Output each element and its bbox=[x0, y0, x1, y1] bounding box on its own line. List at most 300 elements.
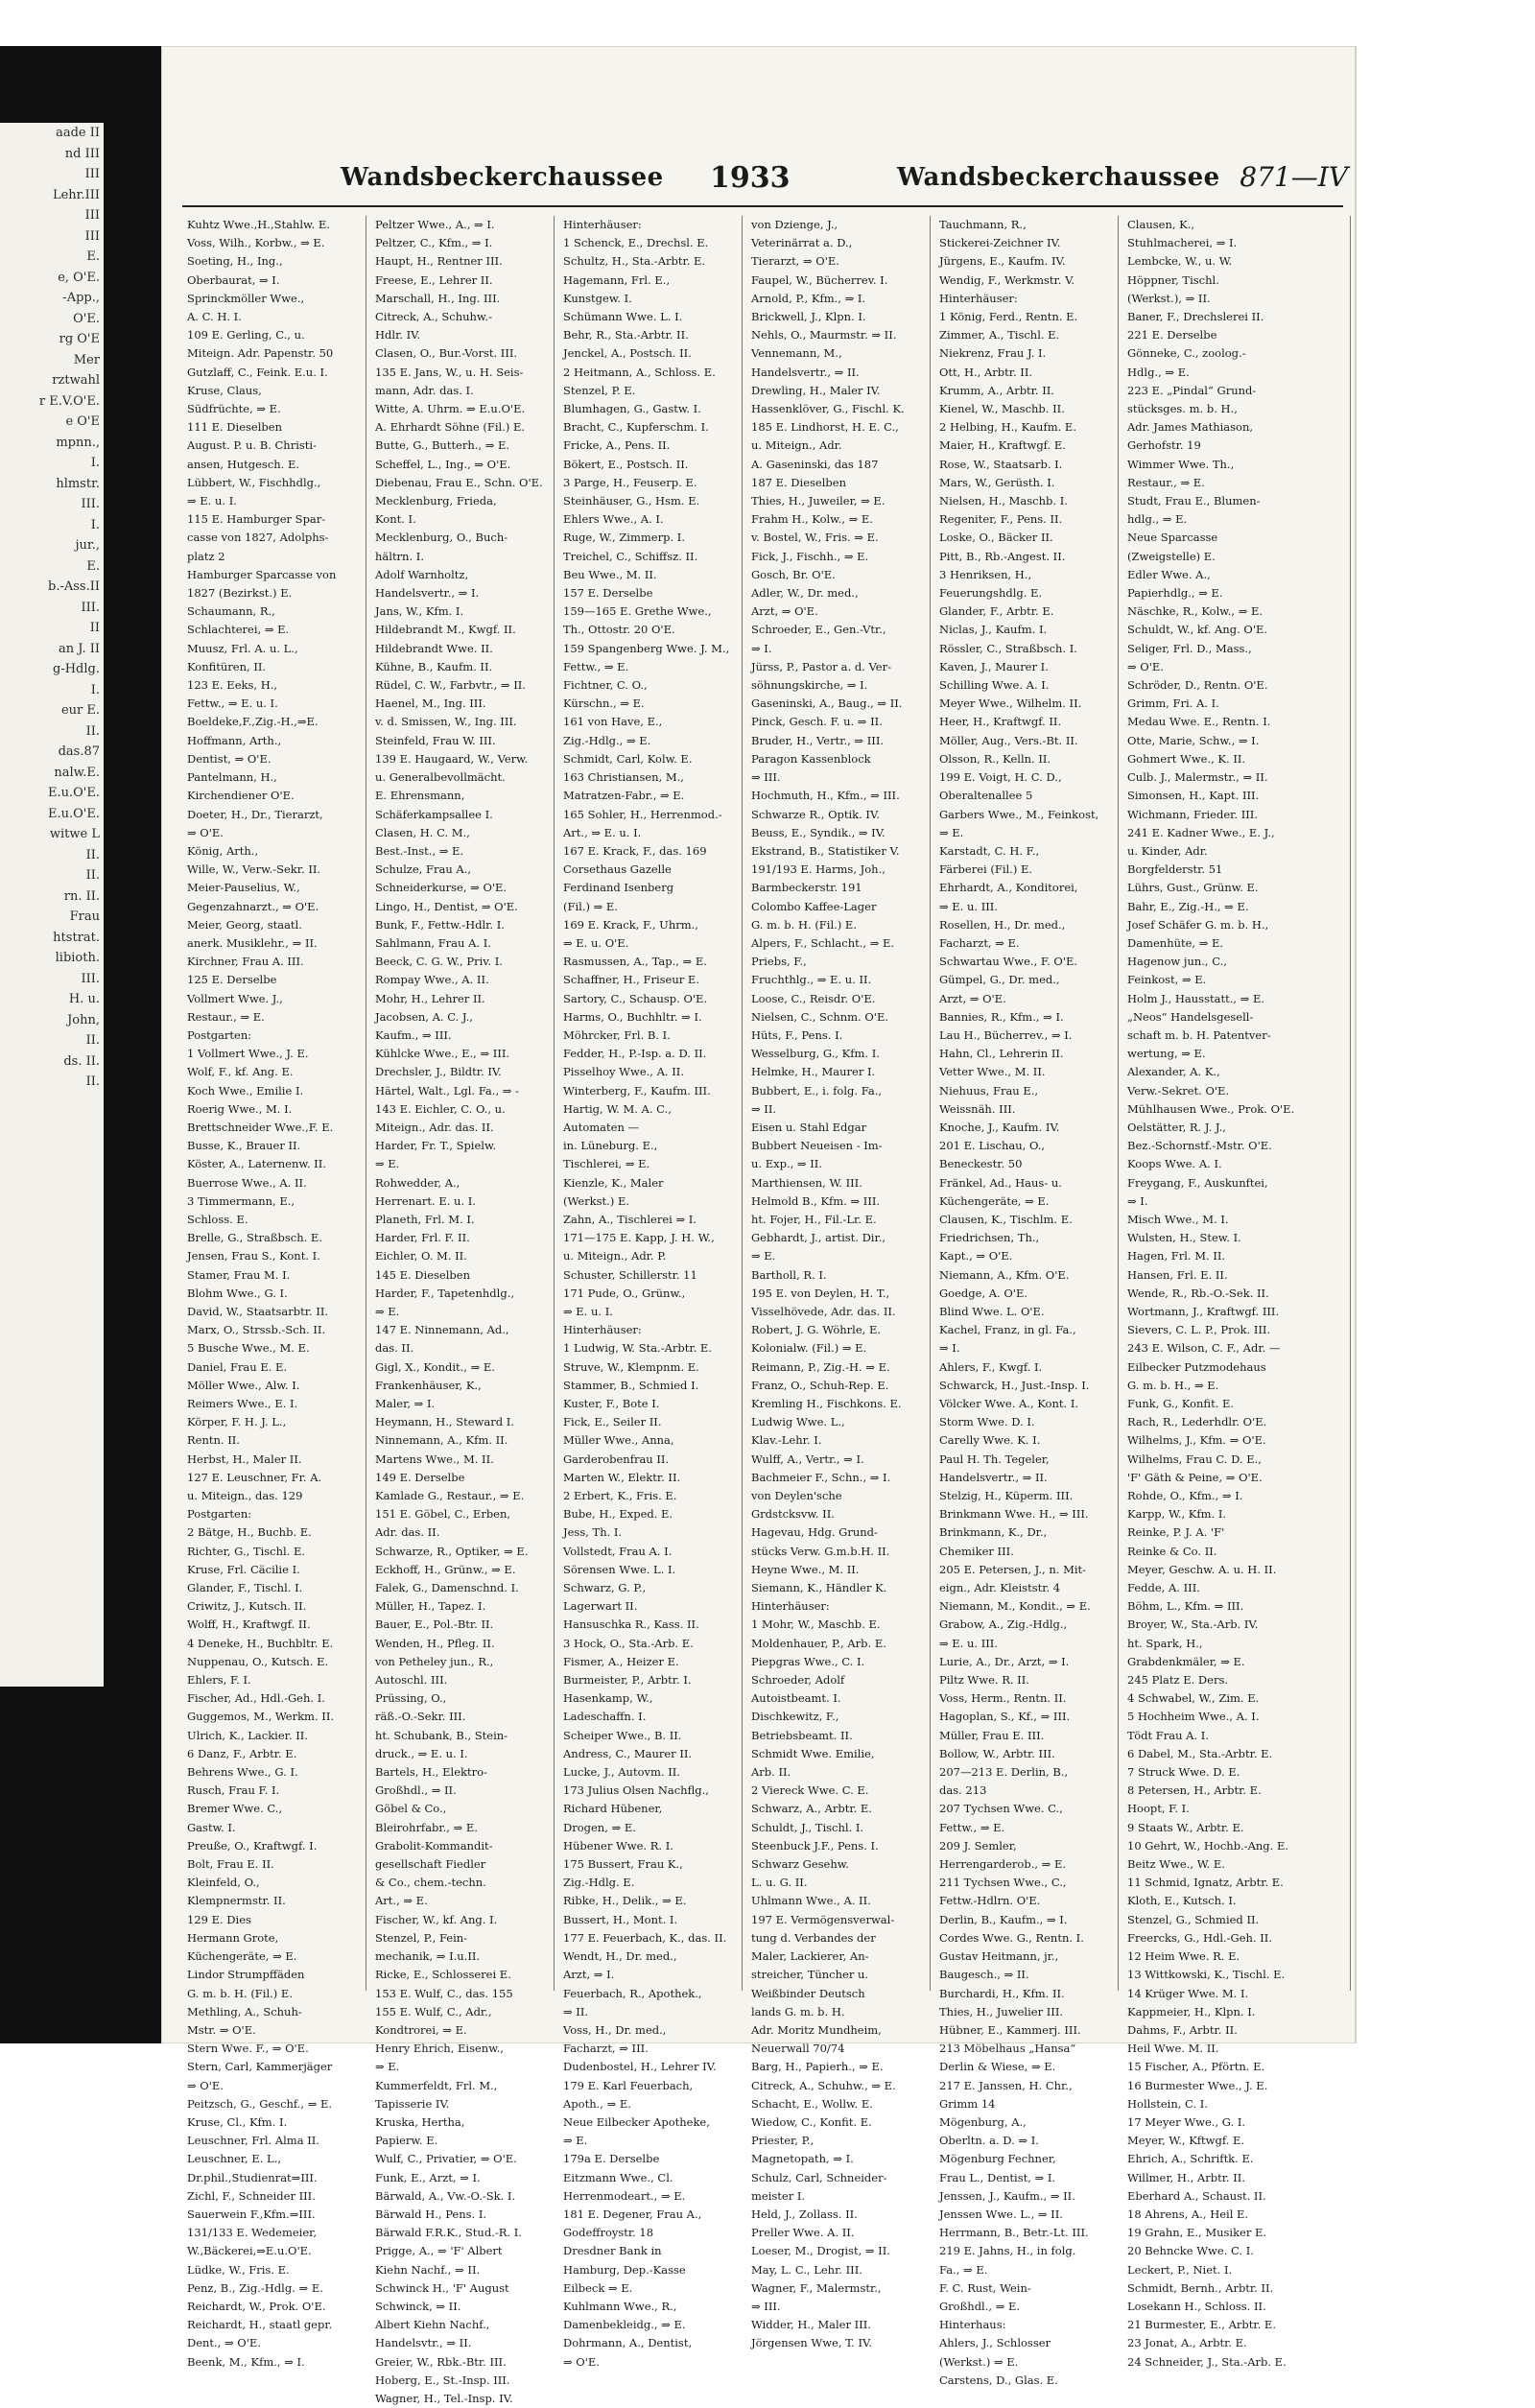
directory-entry: Karstadt, C. H. F., bbox=[939, 843, 1040, 858]
directory-entry: Piltz Wwe. R. II. bbox=[939, 1673, 1029, 1688]
directory-entry: Willmer, H., Arbtr. II. bbox=[1127, 2170, 1245, 2184]
directory-entry: Richard Hübener, bbox=[563, 1802, 663, 1816]
directory-entry: Stickerei-Zeichner IV. bbox=[939, 236, 1061, 250]
directory-entry: 195 E. von Deylen, H. T., bbox=[751, 1286, 890, 1300]
directory-entry: Automaten — bbox=[563, 1120, 640, 1134]
directory-entry: Eilbecker Putzmodehaus bbox=[1127, 1359, 1266, 1374]
directory-entry: Guggemos, M., Werkm. II. bbox=[187, 1710, 335, 1724]
directory-entry: Kirchendiener O'E. bbox=[187, 789, 295, 803]
directory-entry: Schwinck, ⇒ II. bbox=[375, 2299, 461, 2313]
directory-entry: Hagenow jun., C., bbox=[1127, 955, 1227, 969]
directory-entry: Reichardt, H., staatl gepr. bbox=[187, 2318, 333, 2332]
directory-entry: Grabow, A., Zig.-Hdlg., bbox=[939, 1617, 1068, 1632]
directory-entry: Gebhardt, J., artist. Dir., bbox=[751, 1231, 886, 1245]
prev-page-fragment: aade II bbox=[56, 126, 100, 140]
directory-entry: Wilhelms, Frau C. D. E., bbox=[1127, 1452, 1262, 1466]
directory-entry: Rohde, O., Kfm., ⇒ I. bbox=[1127, 1489, 1243, 1503]
directory-entry: 185 E. Lindhorst, H. E. C., bbox=[751, 420, 899, 435]
directory-entry: Fedder, H., P.-Isp. a. D. II. bbox=[563, 1047, 707, 1061]
directory-entry: Kamlade G., Restaur., ⇒ E. bbox=[375, 1489, 525, 1503]
directory-entry: 4 Schwabel, W., Zim. E. bbox=[1127, 1691, 1260, 1706]
directory-entry: Studt, Frau E., Blumen- bbox=[1127, 494, 1261, 508]
directory-entry: Ribke, H., Delik., ⇒ E. bbox=[563, 1894, 687, 1908]
page-header bbox=[177, 163, 1348, 205]
directory-entry: Freercks, G., Hdl.-Geh. II. bbox=[1127, 1930, 1273, 1945]
prev-page-fragment: r E.V.O'E. bbox=[38, 393, 100, 409]
directory-entry: ⇒ E. u. III. bbox=[939, 1636, 998, 1650]
directory-entry: 167 E. Krack, F., das. 169 bbox=[563, 843, 707, 858]
directory-entry: Oberaltenallee 5 bbox=[939, 789, 1033, 803]
directory-entry: Eberhard A., Schaust. II. bbox=[1127, 2188, 1266, 2203]
directory-entry: Ehlers Wwe., A. I. bbox=[563, 512, 664, 527]
directory-entry: (Werkst.) ⇒ E. bbox=[939, 2354, 1019, 2369]
directory-entry: Kiehn Nachf., ⇒ II. bbox=[375, 2262, 481, 2277]
directory-entry: F. C. Rust, Wein- bbox=[939, 2280, 1031, 2295]
prev-page-fragment: rztwahl bbox=[52, 373, 100, 388]
directory-entry: Lingo, H., Dentist, ⇒ O'E. bbox=[375, 899, 518, 913]
directory-entry: Feuerbach, R., Apothek., bbox=[563, 1986, 702, 2000]
directory-entry: Richter, G., Tischl. E. bbox=[187, 1544, 306, 1558]
directory-entry: ⇒ I. bbox=[1127, 1193, 1148, 1208]
directory-entry: Bussert, H., Mont. I. bbox=[563, 1912, 678, 1926]
directory-entry: Schwartau Wwe., F. O'E. bbox=[939, 955, 1078, 969]
directory-entry: Müller, Frau E. III. bbox=[939, 1728, 1045, 1742]
directory-entry: Haupt, H., Rentner III. bbox=[375, 254, 503, 269]
directory-entry: Herrengarderob., ⇒ E. bbox=[939, 1857, 1067, 1872]
directory-entry: 109 E. Gerling, C., u. bbox=[187, 328, 305, 342]
directory-entry: Medau Wwe. E., Rentn. I. bbox=[1127, 715, 1271, 729]
directory-entry: A. Gaseninski, das 187 bbox=[751, 457, 879, 471]
directory-entry: Stenzel, P. E. bbox=[563, 383, 636, 397]
directory-entry: G. m. b. H. (Fil.) E. bbox=[187, 1986, 293, 2000]
directory-entry: Lüdke, W., Fris. E. bbox=[187, 2262, 290, 2277]
directory-entry: Kruse, Frl. Cäcilie I. bbox=[187, 1562, 300, 1576]
directory-entry: Schneiderkurse, ⇒ O'E. bbox=[375, 881, 508, 895]
directory-entry: Wiedow, C., Konfit. E. bbox=[751, 2114, 872, 2129]
directory-entry: Ahlers, F., Kwgf. I. bbox=[939, 1359, 1043, 1374]
directory-entry: Kolonialw. (Fil.) ⇒ E. bbox=[751, 1341, 867, 1356]
directory-entry: 129 E. Dies bbox=[187, 1912, 251, 1926]
directory-entry: Schacht, E., Wollw. E. bbox=[751, 2096, 873, 2111]
directory-entry: Wagner, H., Tel.-Insp. IV. bbox=[375, 2391, 513, 2405]
directory-entry: Handelsvertr., ⇒ II. bbox=[939, 1470, 1048, 1484]
directory-entry: Drewling, H., Maler IV. bbox=[751, 383, 881, 397]
directory-entry: Maler, ⇒ I. bbox=[375, 1397, 436, 1410]
directory-entry: Jörgensen Wwe, T. IV. bbox=[751, 2336, 872, 2350]
directory-entry: 23 Jonat, A., Arbtr. E. bbox=[1127, 2336, 1247, 2350]
directory-entry: Losekann H., Schloss. II. bbox=[1127, 2299, 1266, 2313]
directory-entry: Beeck, C. G. W., Priv. I. bbox=[375, 955, 503, 969]
directory-entry: Kruse, Cl., Kfm. I. bbox=[187, 2114, 288, 2129]
directory-entry: Weißbinder Deutsch bbox=[751, 1986, 865, 2000]
directory-entry: 187 E. Dieselben bbox=[751, 475, 846, 489]
directory-entry: Harder, F., Tapetenhdlg., bbox=[375, 1286, 515, 1300]
directory-entry: ⇒ O'E. bbox=[1127, 659, 1164, 673]
directory-entry: Ahlers, J., Schlosser bbox=[939, 2336, 1051, 2350]
directory-entry: casse von 1827, Adolphs- bbox=[187, 531, 329, 545]
directory-entry: ⇒ II. bbox=[751, 1101, 777, 1116]
directory-entry: Köster, A., Laternenw. II. bbox=[187, 1157, 326, 1171]
directory-entry: Scheiper Wwe., B. II. bbox=[563, 1728, 682, 1742]
directory-entry: Meyer Wwe., Wilhelm. II. bbox=[939, 696, 1082, 711]
directory-entry: Tödt Frau A. I. bbox=[1127, 1728, 1209, 1742]
directory-entry: Friedrichsen, Th., bbox=[939, 1231, 1040, 1245]
directory-entry: (Fil.) ⇒ E. bbox=[563, 899, 618, 913]
directory-entry: David, W., Staatsarbtr. II. bbox=[187, 1304, 329, 1318]
directory-entry: Herbst, H., Maler II. bbox=[187, 1452, 302, 1466]
directory-entry: Stammer, B., Schmied I. bbox=[563, 1378, 699, 1392]
directory-entry: Albert Kiehn Nachf., bbox=[375, 2318, 490, 2332]
directory-entry: Lindor Strumpffäden bbox=[187, 1968, 305, 1982]
directory-entry: 139 E. Haugaard, W., Verw. bbox=[375, 751, 529, 766]
directory-entry: Handelsvtr., ⇒ II. bbox=[375, 2336, 472, 2350]
directory-entry: 19 Grahn, E., Musiker E. bbox=[1127, 2226, 1267, 2240]
directory-entry: Wolf, F., kf. Ang. E. bbox=[187, 1065, 294, 1079]
directory-entry: Marschall, H., Ing. III. bbox=[375, 291, 501, 305]
directory-entry: Leuschner, E. L., bbox=[187, 2152, 282, 2166]
column-1 bbox=[184, 216, 366, 2369]
directory-entry: Restaur., ⇒ E. bbox=[187, 1009, 265, 1024]
directory-entry: Steinhäuser, G., Hsm. E. bbox=[563, 494, 700, 508]
directory-entry: Planeth, Frl. M. I. bbox=[375, 1212, 475, 1226]
directory-entry: Dahms, F., Arbtr. II. bbox=[1127, 2022, 1238, 2037]
directory-entry: Schroeder, Adolf bbox=[751, 1673, 845, 1688]
directory-entry: Gönneke, C., zoolog.- bbox=[1127, 346, 1246, 361]
directory-entry: Wulf, C., Privatier, ⇒ O'E. bbox=[375, 2152, 517, 2166]
directory-entry: Kremling H., Fischkons. E. bbox=[751, 1397, 902, 1410]
directory-entry: Oberltn. a. D. ⇒ I. bbox=[939, 2134, 1039, 2148]
directory-entry: Cordes Wwe. G., Rentn. I. bbox=[939, 1930, 1084, 1945]
directory-entry: Zig.-Hdlg. E. bbox=[563, 1876, 635, 1890]
directory-entry: Hüts, F., Pens. I. bbox=[751, 1027, 843, 1042]
directory-entry: Th., Ottostr. 20 O'E. bbox=[563, 623, 675, 637]
directory-entry: Hübener Wwe. R. I. bbox=[563, 1838, 673, 1853]
directory-entry: Muusz, Frl. A. u. L., bbox=[187, 641, 298, 655]
directory-entry: Marten W., Elektr. II. bbox=[563, 1470, 681, 1484]
directory-entry: 5 Hochheim Wwe., A. I. bbox=[1127, 1710, 1260, 1724]
directory-entry: Ninnemann, A., Kfm. II. bbox=[375, 1433, 508, 1448]
directory-entry: Vennemann, M., bbox=[751, 346, 842, 361]
directory-entry: Barg, H., Papierh., ⇒ E. bbox=[751, 2060, 884, 2074]
directory-entry: Broyer, W., Sta.-Arb. IV. bbox=[1127, 1617, 1259, 1632]
directory-entry: 179 E. Karl Feuerbach, bbox=[563, 2078, 694, 2092]
directory-entry: Blind Wwe. L. O'E. bbox=[939, 1304, 1045, 1318]
directory-entry: & Co., chem.-techn. bbox=[375, 1876, 486, 1890]
directory-entry: Steinfeld, Frau W. III. bbox=[375, 733, 496, 747]
directory-entry: Marthiensen, W. III. bbox=[751, 1175, 862, 1190]
directory-entry: Schroeder, E., Gen.-Vtr., bbox=[751, 623, 886, 637]
directory-entry: Kaven, J., Maurer I. bbox=[939, 659, 1049, 673]
directory-entry: Reinke & Co. II. bbox=[1127, 1544, 1217, 1558]
directory-entry: 13 Wittkowski, K., Tischl. E. bbox=[1127, 1968, 1286, 1982]
directory-entry: Carstens, D., Glas. E. bbox=[939, 2373, 1058, 2387]
directory-entry: Herrenart. E. u. I. bbox=[375, 1193, 476, 1208]
directory-entry: Misch Wwe., M. I. bbox=[1127, 1212, 1229, 1226]
directory-entry: Butte, G., Butterh., ⇒ E. bbox=[375, 438, 510, 453]
directory-entry: May, L. C., Lehr. III. bbox=[751, 2262, 862, 2277]
directory-entry: 181 E. Degener, Frau A., bbox=[563, 2207, 702, 2221]
directory-entry: Mohr, H., Lehrer II. bbox=[375, 991, 485, 1005]
directory-entry: (Werkst.), ⇒ II. bbox=[1127, 291, 1211, 305]
directory-entry: 217 E. Janssen, H. Chr., bbox=[939, 2078, 1073, 2092]
directory-entry: Schulze, Frau A., bbox=[375, 862, 471, 877]
directory-entry: Koops Wwe. A. I. bbox=[1127, 1157, 1222, 1171]
directory-entry: Bube, H., Exped. E. bbox=[563, 1507, 673, 1522]
directory-entry: 161 von Have, E., bbox=[563, 715, 663, 729]
directory-entry: Küchengeräte, ⇒ E. bbox=[187, 1949, 297, 1964]
directory-entry: Rentn. II. bbox=[187, 1433, 240, 1448]
directory-entry: Lührs, Gust., Grünw. E. bbox=[1127, 881, 1259, 895]
directory-entry: Ladeschaffn. I. bbox=[563, 1710, 647, 1724]
directory-entry: Tischlerei, ⇒ E. bbox=[563, 1157, 650, 1171]
directory-entry: Doeter, H., Dr., Tierarzt, bbox=[187, 807, 323, 821]
directory-entry: Meyer, Geschw. A. u. H. II. bbox=[1127, 1562, 1277, 1576]
directory-entry: 197 E. Vermögensverwal- bbox=[751, 1912, 895, 1926]
directory-entry: Blohm Wwe., G. I. bbox=[187, 1286, 288, 1300]
directory-entry: in. Lüneburg. E., bbox=[563, 1139, 658, 1153]
prev-page-fragment: rg O'E bbox=[59, 332, 100, 346]
directory-entry: Wimmer Wwe. Th., bbox=[1127, 457, 1235, 471]
directory-entry: das. 213 bbox=[939, 1783, 987, 1798]
directory-entry: Stamer, Frau M. I. bbox=[187, 1267, 291, 1282]
directory-entry: Beitz Wwe., W. E. bbox=[1127, 1857, 1225, 1872]
directory-entry: ⇒ E. bbox=[375, 1304, 400, 1318]
directory-entry: Boeldeke,F.,Zig.-H.,⇒E. bbox=[187, 715, 319, 729]
directory-entry: Rose, W., Staatsarb. I. bbox=[939, 457, 1063, 471]
directory-entry: Gümpel, G., Dr. med., bbox=[939, 973, 1060, 987]
directory-entry: Lembcke, W., u. W. bbox=[1127, 254, 1233, 269]
directory-entry: Kleinfeld, O., bbox=[187, 1876, 260, 1890]
directory-entry: Eilbeck ⇒ E. bbox=[563, 2280, 633, 2295]
directory-entry: Eichler, O. M. II. bbox=[375, 1249, 467, 1263]
directory-entry: Rompay Wwe., A. II. bbox=[375, 973, 489, 987]
prev-page-fragment: jur., bbox=[75, 538, 100, 553]
directory-entry: Schmidt, Bernh., Arbtr. II. bbox=[1127, 2280, 1274, 2295]
directory-entry: räß.-O.-Sekr. III. bbox=[375, 1710, 466, 1724]
directory-entry: Sartory, C., Schausp. O'E. bbox=[563, 991, 708, 1005]
directory-entry: streicher, Tüncher u. bbox=[751, 1968, 869, 1982]
directory-entry: 14 Krüger Wwe. M. I. bbox=[1127, 1986, 1249, 2000]
directory-entry: Reimann, P., Zig.-H. ⇒ E. bbox=[751, 1359, 890, 1374]
directory-entry: Schäferkampsallee I. bbox=[375, 807, 493, 821]
directory-entry: Soeting, H., Ing., bbox=[187, 254, 283, 269]
directory-entry: Funk, G., Konfit. E. bbox=[1127, 1397, 1235, 1410]
directory-entry: Otte, Marie, Schw., ⇒ I. bbox=[1127, 733, 1260, 747]
directory-entry: Niemann, M., Kondit., ⇒ E. bbox=[939, 1599, 1091, 1614]
directory-entry: Veterinärrat a. D., bbox=[751, 236, 853, 250]
directory-entry: Eisen u. Stahl Edgar bbox=[751, 1120, 867, 1134]
directory-entry: Alpers, F., Schlacht., ⇒ E. bbox=[751, 935, 895, 950]
directory-entry: Rusch, Frau F. I. bbox=[187, 1783, 280, 1798]
directory-entry: Bleirohrfabr., ⇒ E. bbox=[375, 1820, 478, 1834]
directory-entry: 123 E. Eeks, H., bbox=[187, 678, 278, 693]
directory-entry: Böhm, L., Kfm. ⇒ III. bbox=[1127, 1599, 1244, 1614]
directory-entry: 4 Deneke, H., Buchbltr. E. bbox=[187, 1636, 334, 1650]
prev-page-fragment: E. bbox=[86, 558, 100, 574]
directory-entry: Jürss, P., Pastor a. d. Ver- bbox=[751, 659, 891, 673]
prev-page-fragment: II. bbox=[85, 847, 100, 862]
directory-entry: Treichel, C., Schiffsz. II. bbox=[563, 549, 698, 563]
directory-entry: Lagerwart II. bbox=[563, 1599, 638, 1614]
directory-entry: 3 Henriksen, H., bbox=[939, 567, 1032, 581]
directory-entry: Oberbaurat, ⇒ I. bbox=[187, 272, 280, 287]
directory-entry: 171—175 E. Kapp, J. H. W., bbox=[563, 1231, 715, 1245]
directory-entry: platz 2 bbox=[187, 549, 225, 563]
directory-entry: 2 Bätge, H., Buchb. E. bbox=[187, 1525, 312, 1540]
directory-entry: Hoopt, F. I. bbox=[1127, 1802, 1190, 1816]
prev-page-fragment: -App., bbox=[62, 291, 100, 305]
prev-page-fragment: rn. II. bbox=[63, 888, 100, 904]
directory-entry: Arnold, P., Kfm., ⇒ I. bbox=[751, 291, 866, 305]
directory-entry: Barmbeckerstr. 191 bbox=[751, 881, 862, 895]
directory-entry: Brettschneider Wwe.,F. E. bbox=[187, 1120, 334, 1134]
directory-entry: Neue Sparcasse bbox=[1127, 531, 1218, 545]
directory-entry: Gutzlaff, C., Feink. E.u. I. bbox=[187, 365, 328, 379]
directory-entry: Marx, O., Strssb.-Sch. II. bbox=[187, 1323, 326, 1337]
directory-entry: Autoistbeamt. I. bbox=[751, 1691, 841, 1706]
directory-entry: Niemann, A., Kfm. O'E. bbox=[939, 1267, 1070, 1282]
directory-entry: Hinterhäuser: bbox=[939, 291, 1018, 305]
directory-entry: ⇒ I. bbox=[751, 641, 772, 655]
directory-entry: 145 E. Dieselben bbox=[375, 1267, 470, 1282]
directory-entry: Müller Wwe., Anna, bbox=[563, 1433, 674, 1448]
directory-entry: Feuerungshdlg. E. bbox=[939, 586, 1043, 601]
directory-entry: Brickwell, J., Klpn. I. bbox=[751, 310, 866, 324]
directory-entry: Scheffel, L., Ing., ⇒ O'E. bbox=[375, 457, 511, 471]
directory-entry: Bartholl, R. I. bbox=[751, 1267, 827, 1282]
directory-entry: Grimm, Fri. A. I. bbox=[1127, 696, 1219, 711]
prev-page-fragment: witwe L bbox=[49, 827, 100, 841]
directory-entry: gesellschaft Fiedler bbox=[375, 1857, 486, 1872]
directory-entry: Großhdl., ⇒ II. bbox=[375, 1783, 457, 1798]
directory-entry: Voss, Herm., Rentn. II. bbox=[939, 1691, 1067, 1706]
directory-entry: ⇒ I. bbox=[939, 1341, 960, 1356]
directory-entry: Helmke, H., Maurer I. bbox=[751, 1065, 876, 1079]
directory-entry: lands G. m. b. H. bbox=[751, 2004, 845, 2018]
directory-entry: Kaufm., ⇒ III. bbox=[375, 1027, 452, 1042]
header-year: 1933 bbox=[710, 161, 791, 195]
directory-entry: 131/133 E. Wedemeier, bbox=[187, 2226, 318, 2240]
directory-entry: 155 E. Wulf, C., Adr., bbox=[375, 2004, 492, 2018]
header-rule bbox=[182, 205, 1343, 207]
directory-entry: ⇒ E. bbox=[751, 1249, 776, 1263]
directory-entry: Küchengeräte, ⇒ E. bbox=[939, 1193, 1050, 1208]
directory-entry: anerk. Musiklehr., ⇒ II. bbox=[187, 935, 318, 950]
prev-page-fragment: Mer bbox=[73, 352, 100, 367]
directory-entry: Näschke, R., Kolw., ⇒ E. bbox=[1127, 604, 1263, 619]
column-3 bbox=[560, 216, 743, 2369]
directory-entry: Derlin & Wiese, ⇒ E. bbox=[939, 2060, 1056, 2074]
directory-entry: Kont. I. bbox=[375, 512, 416, 527]
directory-entry: Miteign. Adr. Papenstr. 50 bbox=[187, 346, 334, 361]
directory-entry: Großhdl., ⇒ E. bbox=[939, 2299, 1021, 2313]
header-page-number: 871—IV bbox=[1240, 161, 1348, 193]
directory-entry: Jans, W., Kfm. I. bbox=[375, 604, 464, 619]
directory-entry: Prüssing, O., bbox=[375, 1691, 447, 1706]
directory-entry: Funk, E., Arzt, ⇒ I. bbox=[375, 2170, 481, 2184]
directory-entry: u. Miteign., Adr. bbox=[751, 438, 842, 453]
directory-entry: Schwinck H., 'F' August bbox=[375, 2280, 509, 2295]
directory-entry: Behrens Wwe., G. I. bbox=[187, 1765, 298, 1780]
directory-entry: Damenhüte, ⇒ E. bbox=[1127, 935, 1224, 950]
directory-entry: 3 Parge, H., Feuserp. E. bbox=[563, 475, 697, 489]
directory-entry: Wendig, F., Werkmstr. V. bbox=[939, 272, 1075, 287]
directory-entry: 159 Spangenberg Wwe. J. M., bbox=[563, 641, 730, 655]
directory-entry: ⇒ O'E. bbox=[187, 825, 224, 839]
directory-entry: Paragon Kassenblock bbox=[751, 751, 871, 766]
directory-entry: Möller, Aug., Vers.-Bt. II. bbox=[939, 733, 1078, 747]
directory-entry: Schmidt, Carl, Kolw. E. bbox=[563, 751, 693, 766]
directory-entry: Garderobenfrau II. bbox=[563, 1452, 670, 1466]
directory-entry: 199 E. Voigt, H. C. D., bbox=[939, 770, 1062, 785]
directory-entry: Arzt, ⇒ O'E. bbox=[751, 604, 818, 619]
directory-entry: Stenzel, G., Schmied II. bbox=[1127, 1912, 1260, 1926]
directory-entry: Maler, Lackierer, An- bbox=[751, 1949, 869, 1964]
directory-entry: Wulff, A., Vertr., ⇒ I. bbox=[751, 1452, 864, 1466]
directory-entry: (Zweigstelle) E. bbox=[1127, 549, 1216, 563]
directory-entry: Bachmeier F., Schn., ⇒ I. bbox=[751, 1470, 891, 1484]
directory-entry: Frau L., Dentist, ⇒ I. bbox=[939, 2170, 1056, 2184]
directory-entry: 209 J. Semler, bbox=[939, 1838, 1017, 1853]
directory-entry: Schmidt Wwe. Emilie, bbox=[751, 1746, 875, 1760]
directory-entry: Borgfelderstr. 51 bbox=[1127, 862, 1223, 877]
directory-entry: Hildebrandt M., Kwgf. II. bbox=[375, 623, 516, 637]
directory-entry: Klav.-Lehr. I. bbox=[751, 1433, 822, 1448]
directory-entry: 2 Helbing, H., Kaufm. E. bbox=[939, 420, 1076, 435]
directory-entry: Siemann, K., Händler K. bbox=[751, 1581, 887, 1595]
directory-entry: Blumhagen, G., Gastw. I. bbox=[563, 402, 701, 416]
prev-page-fragment: das.87 bbox=[58, 744, 100, 759]
directory-entry: Beu Wwe., M. II. bbox=[563, 567, 657, 581]
directory-entry: Heer, H., Kraftwgf. II. bbox=[939, 715, 1062, 729]
directory-entry: Corsethaus Gazelle bbox=[563, 862, 672, 877]
directory-entry: G. m. b. H. (Fil.) E. bbox=[751, 917, 857, 932]
directory-entry: 1 Schenck, E., Drechsl. E. bbox=[563, 236, 709, 250]
directory-entry: Regeniter, F., Pens. II. bbox=[939, 512, 1063, 527]
prev-page-fragment: III. bbox=[81, 971, 100, 986]
directory-entry: Jenssen, J., Kaufm., ⇒ II. bbox=[939, 2188, 1075, 2203]
prev-page-fragment: E. bbox=[86, 249, 100, 264]
directory-entry: 191/193 E. Harms, Joh., bbox=[751, 862, 886, 877]
directory-entry: Papierhdlg., ⇒ E. bbox=[1127, 586, 1223, 601]
directory-entry: ht. Fojer, H., Fil.-Lr. E. bbox=[751, 1212, 877, 1226]
directory-entry: Josef Schäfer G. m. b. H., bbox=[1127, 917, 1269, 932]
directory-entry: stücks Verw. G.m.b.H. II. bbox=[751, 1544, 890, 1558]
directory-entry: Clausen, K., bbox=[1127, 218, 1195, 231]
directory-entry: Niekrenz, Frau J. I. bbox=[939, 346, 1047, 361]
directory-entry: Facharzt, ⇒ E. bbox=[939, 935, 1020, 950]
directory-entry: Brinkmann Wwe. H., ⇒ III. bbox=[939, 1507, 1089, 1522]
directory-entry: Gegenzahnarzt., ⇒ O'E. bbox=[187, 899, 319, 913]
directory-entry: Uhlmann Wwe., A. II. bbox=[751, 1894, 871, 1908]
directory-entry: Kirchner, Frau A. III. bbox=[187, 955, 304, 969]
directory-entry: 143 E. Eichler, C. O., u. bbox=[375, 1101, 506, 1116]
directory-entry: Clausen, K., Tischlm. E. bbox=[939, 1212, 1073, 1226]
directory-entry: ⇒ III. bbox=[751, 770, 781, 785]
directory-entry: Hochmuth, H., Kfm., ⇒ III. bbox=[751, 789, 900, 803]
directory-entry: Clasen, O., Bur.-Vorst. III. bbox=[375, 346, 518, 361]
directory-entry: Kienel, W., Maschb. II. bbox=[939, 402, 1065, 416]
directory-entry: ⇒ O'E. bbox=[187, 2078, 224, 2092]
directory-entry: Postgarten: bbox=[187, 1507, 252, 1522]
directory-entry: 177 E. Feuerbach, K., das. II. bbox=[563, 1930, 727, 1945]
directory-entry: u. Miteign., Adr. P. bbox=[563, 1249, 667, 1263]
directory-entry: Wende, R., Rb.-O.-Sek. II. bbox=[1127, 1286, 1269, 1300]
directory-entry: W.,Bäckerei,⇒E.u.O'E. bbox=[187, 2244, 312, 2258]
directory-entry: Lucke, J., Autovm. II. bbox=[563, 1765, 680, 1780]
prev-page-fragment: III. bbox=[81, 600, 100, 615]
directory-entry: Bubbert, E., i. folg. Fa., bbox=[751, 1083, 883, 1098]
